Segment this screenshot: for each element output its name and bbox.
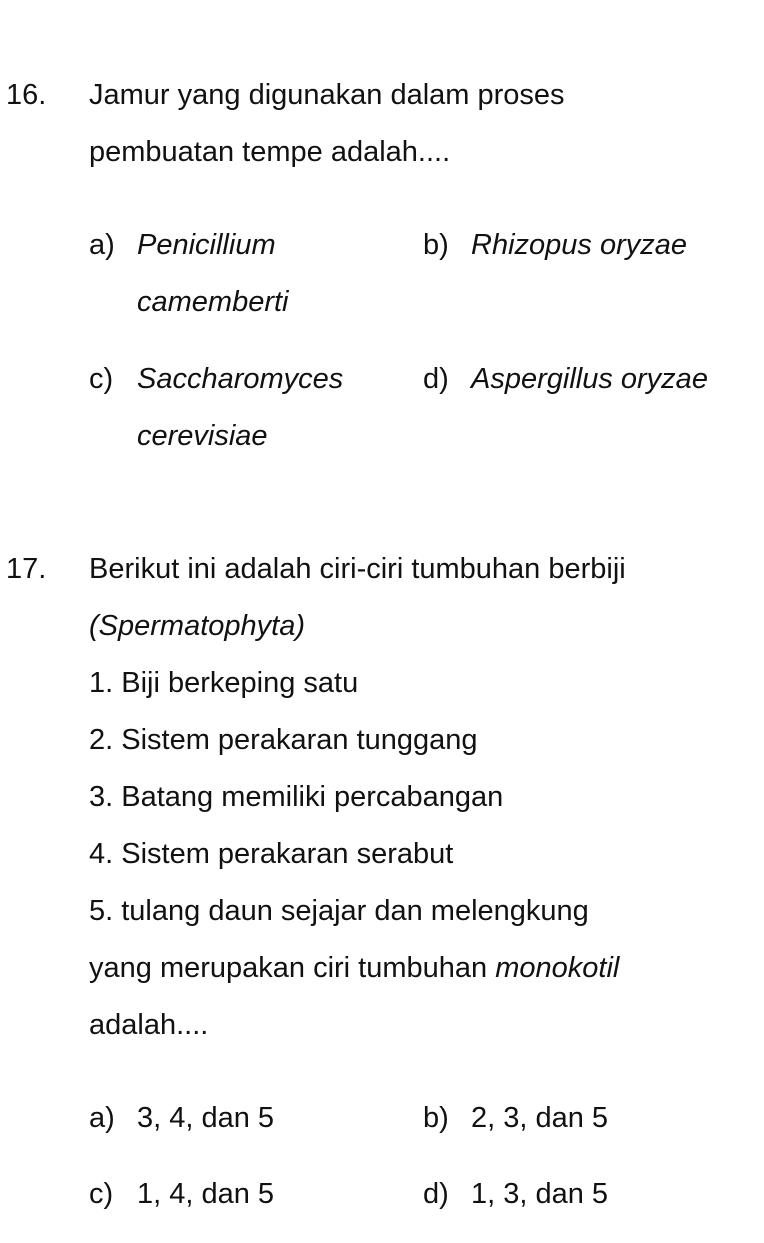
list-item: 3. Batang memiliki percabangan	[89, 781, 504, 813]
question-number: 17.	[6, 553, 47, 585]
option-letter: c)	[89, 1178, 114, 1210]
question-stem-line: Berikut ini adalah ciri-ciri tumbuhan berbiji	[89, 553, 626, 585]
option-text: Saccharomyces	[137, 363, 344, 395]
option-text-continued: camemberti	[137, 286, 289, 318]
closing-text: yang merupakan ciri tumbuhan	[89, 952, 496, 984]
question-number: 16.	[6, 79, 47, 111]
option-text: Penicillium	[137, 229, 276, 261]
question-stem-line: pembuatan tempe adalah....	[89, 136, 451, 168]
option-text: 3, 4, dan 5	[137, 1102, 275, 1134]
question-closing-line	[89, 940, 619, 997]
question-stem-line: Jamur yang digunakan dalam proses	[89, 79, 565, 111]
option-letter: d)	[423, 1178, 449, 1210]
option-letter: d)	[423, 363, 449, 395]
option-letter: b)	[423, 1102, 449, 1134]
option-text: 1, 3, dan 5	[471, 1178, 609, 1210]
option-text: 2, 3, dan 5	[471, 1102, 609, 1134]
option-letter: a)	[89, 1102, 115, 1134]
list-item: 5. tulang daun sejajar dan melengkung	[89, 895, 589, 927]
question-closing-end: adalah....	[89, 1009, 209, 1041]
option-text: Aspergillus oryzae	[471, 363, 708, 395]
list-item: 2. Sistem perakaran tunggang	[89, 724, 478, 756]
option-letter: b)	[423, 229, 449, 261]
closing-term: monokotil	[495, 952, 620, 984]
list-item: 1. Biji berkeping satu	[89, 667, 359, 699]
option-text: 1, 4, dan 5	[137, 1178, 275, 1210]
option-text-continued: cerevisiae	[137, 420, 268, 452]
option-letter: a)	[89, 229, 115, 261]
option-text: Rhizopus oryzae	[471, 229, 687, 261]
list-item: 4. Sistem perakaran serabut	[89, 838, 454, 870]
question-stem-term: (Spermatophyta)	[89, 610, 305, 642]
option-letter: c)	[89, 363, 114, 395]
